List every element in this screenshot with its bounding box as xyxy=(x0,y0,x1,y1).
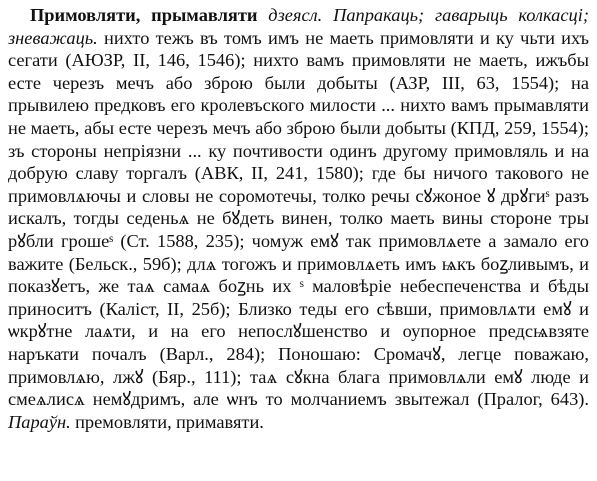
entry-xref-text: премовляти, примавяти. xyxy=(75,411,264,432)
entry-headword: Примовляти, прымавляти xyxy=(30,5,258,25)
entry-quotations: нихто тежъ въ томъ имъ не маеть примовляти и ку чьти ихъ сегати (АЮЗР, II, 146, 1546); нихто вамъ примовляти не маеть, ижъбы есте черезъ мечъ або зброю были добыты (АЗР, III, 63, 1554); на прывилею предковъ его кролевъского милости ... нихто вамъ прымавляти не маеть, абы есте черезъ мечъ або зброю были добыты (КПД, 259, 1554); зъ стороны непрiязни ... ку почтивости одинъ другому примовляль и на добрую славу торгалъ (АВК, II, 241, 1580); где бы ничого такового не примовлѧючы и словы не соромотечы, толко речы сꙋжоное ꙋ дрꙋгиˢ разъ искалъ, тогды седеньѧ не бꙋдеть винен, толко маеть вины стороне тры рꙋбли грошеˢ (Ст. 1588, 235); чомуж емꙋ так примовлѧете а замало его важите (Бельск., 59б); длѧ тогожъ и примовлѧеть имъ ѩкъ боꙁливымъ, и показꙋетъ, же таѧ самаѧ боꙁнь их ˢ маловѣрiе небеспеченства и бѣды приноситъ (Каліст, II, 25б); Близко теды его сѣвши, примовлѧти емꙋ и ѡкрꙋтне лаѧти, и на его непослꙋшенство и оупорное предсѩвзяте наръкати почалъ (Варл., 284); Поношаю: Сромачꙋ, легце поважаю, примовлѧю, лжꙋ (Бяр., 111); таѧ сꙋкна блага примовлѧли емꙋ люде и смеѧлисѧ немꙋдримъ, але ѡнъ то молчаниемъ звытежал (Пралог, 643). xyxy=(8,27,589,410)
dictionary-entry xyxy=(8,4,589,433)
entry-gloss: Папракаць; гаварыць колкасці; зневажаць. xyxy=(8,5,589,48)
entry-xref-label: Параўн. xyxy=(8,411,71,432)
entry-grammar: дзеясл. xyxy=(268,5,323,25)
